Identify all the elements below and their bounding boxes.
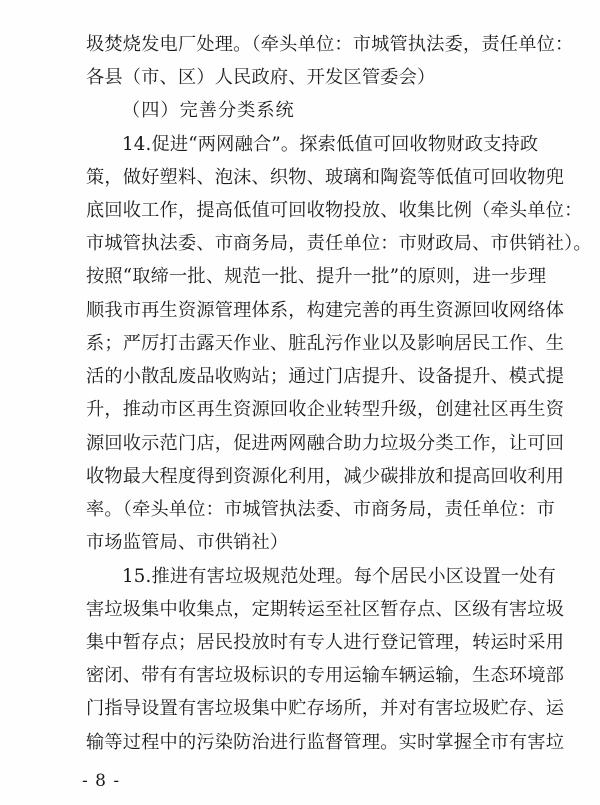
text-line: 门指导设置有害垃圾集中贮存场所，并对有害垃圾贮存、运 — [86, 698, 565, 719]
text-line: 各县（市、区）人民政府、开发区管委会） — [86, 67, 436, 88]
text-line: 系；严厉打击露天作业、脏乱污作业以及影响居民工作、生 — [86, 333, 565, 354]
text-line: 输等过程中的污染防治进行监督管理。实时掌握全市有害垃 — [86, 732, 565, 753]
text-line: 率。（牵头单位：市城管执法委、市商务局，责任单位：市 — [86, 499, 555, 520]
page-number: - 8 - — [82, 771, 121, 791]
paragraph-first-line: 15.推进有害垃圾规范处理。每个居民小区设置一处有 — [122, 566, 557, 587]
text-line: 按照“取缔一批、规范一批、提升一批”的原则，进一步理 — [86, 266, 547, 287]
text-line: 底回收工作，提高低值可回收物投放、收集比例（牵头单位： — [86, 200, 583, 221]
text-line: 收物最大程度得到资源化利用，减少碳排放和提高回收利用 — [86, 466, 565, 487]
paragraph-first-line: 14.促进“两网融合”。探索低值可回收物财政支持政 — [122, 134, 539, 155]
text-line: 活的小散乱废品收购站；通过门店提升、设备提升、模式提 — [86, 366, 565, 387]
text-line: 密闭、带有有害垃圾标识的专用运输车辆运输，生态环境部 — [86, 665, 565, 686]
text-line: 升，推动市区再生资源回收企业转型升级，创建社区再生资 — [86, 399, 565, 420]
text-line: 市城管执法委、市商务局，责任单位：市财政局、市供销社）。 — [86, 233, 592, 254]
section-heading: （四）完善分类系统 — [122, 100, 295, 121]
text-line: 顺我市再生资源管理体系，构建完善的再生资源回收网络体 — [86, 300, 565, 321]
text-line: 集中暂存点；居民投放时有专人进行登记管理，转运时采用 — [86, 632, 565, 653]
text-line: 圾焚烧发电厂处理。（牵头单位：市城管执法委，责任单位： — [86, 34, 574, 55]
text-line: 害垃圾集中收集点，定期转运至社区暂存点、区级有害垃圾 — [86, 599, 565, 620]
text-line: 源回收示范门店，促进两网融合助力垃圾分类工作，让可回 — [86, 433, 565, 454]
text-line: 策，做好塑料、泡沫、织物、玻璃和陶瓷等低值可回收物兜 — [86, 167, 565, 188]
text-line: 市场监管局、市供销社） — [86, 532, 289, 553]
